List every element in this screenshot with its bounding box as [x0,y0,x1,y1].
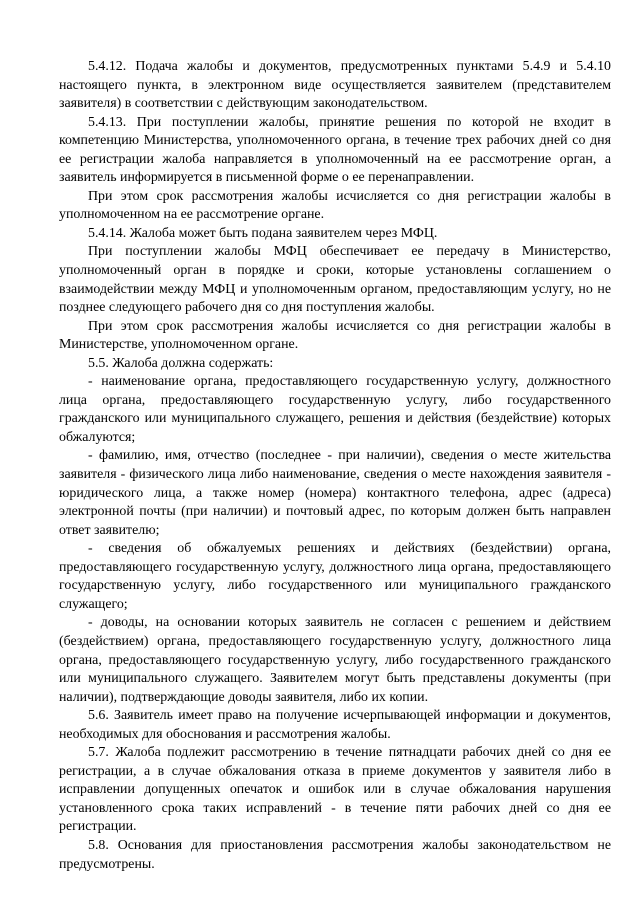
paragraph-5-4-13-term: При этом срок рассмотрения жалобы исчисляется со дня регистрации жалобы в уполномоченном на ее рассмотрение органе. [59,188,611,223]
paragraph-5-4-13: 5.4.13. При поступлении жалобы, принятие решения по которой не входит в компетенцию Министерства, уполномоченного органа, в течение трех рабочих дней со дня ее регистрации жалоба направляется в уполномоченный на ее рассмотрение орган, а заявитель информируется в письменной форме о ее перенаправлении. [59,114,611,186]
paragraph-5-8: 5.8. Основания для приостановления рассмотрения жалобы законодательством не предусмотрены. [59,837,611,872]
list-item-authority-name: - наименование органа, предоставляющего государственную услугу, должностного лица органа, предоставляющего государственную услугу, либо государственного гражданского или муниципального служащего, решения и действия (бездействие) которых обжалуются; [59,374,611,445]
list-item-appealed-decisions: - сведения об обжалуемых решениях и действиях (бездействии) органа, предоставляющего государственную услугу, должностного лица органа, предоставляющего государственную услугу, либо государственного или муниципального гражданского служащего; [59,541,611,612]
paragraph-5-4-14-term: При этом срок рассмотрения жалобы исчисляется со дня регистрации жалобы в Министерстве, уполномоченном органе. [59,318,611,353]
list-item-applicant-details: - фамилию, имя, отчество (последнее - при наличии), сведения о месте жительства заявителя - физического лица либо наименование, сведения о месте нахождения заявителя - юридического лица, а также номер (номера) контактного телефона, адрес (адреса) электронной почты (при наличии) и почтовый адрес, по которым должен быть направлен ответ заявителю; [59,448,611,538]
paragraph-5-5: 5.5. Жалоба должна содержать: [88,355,274,371]
paragraph-5-4-14: 5.4.14. Жалоба может быть подана заявителем через МФЦ. [88,225,438,241]
document-page [59,58,611,874]
paragraph-5-7: 5.7. Жалоба подлежит рассмотрению в течение пятнадцати рабочих дней со дня ее регистрации, а в случае обжалования отказа в приеме документов у заявителя либо в исправлении допущенных опечаток и ошибок или в случае обжалования нарушения установленного срока таких исправлений - в течение пяти рабочих дней со дня ее регистрации. [59,745,611,835]
paragraph-5-4-12: 5.4.12. Подача жалобы и документов, предусмотренных пунктами 5.4.9 и 5.4.10 настоящего пункта, в электронном виде осуществляется заявителем (представителем заявителя) в соответствии с действующим законодательством. [59,59,611,112]
list-item-arguments: - доводы, на основании которых заявитель не согласен с решением и действием (бездействием) органа, предоставляющего государственную услугу, должностного лица органа, предоставляющего государственную услугу, либо государственного гражданского или муниципального служащего. Заявителем могут быть представлены документы (при наличии), подтверждающие доводы заявителя, либо их копии. [59,615,611,705]
paragraph-5-6: 5.6. Заявитель имеет право на получение исчерпывающей информации и документов, необходимых для обоснования и рассмотрения жалобы. [59,708,611,742]
paragraph-5-4-14-mfc: При поступлении жалобы МФЦ обеспечивает ее передачу в Министерство, уполномоченный орган в порядке и сроки, которые установлены соглашением о взаимодействии между МФЦ и уполномоченным органом, предоставляющим услугу, но не позднее следующего рабочего дня со дня поступления жалобы. [59,244,611,316]
